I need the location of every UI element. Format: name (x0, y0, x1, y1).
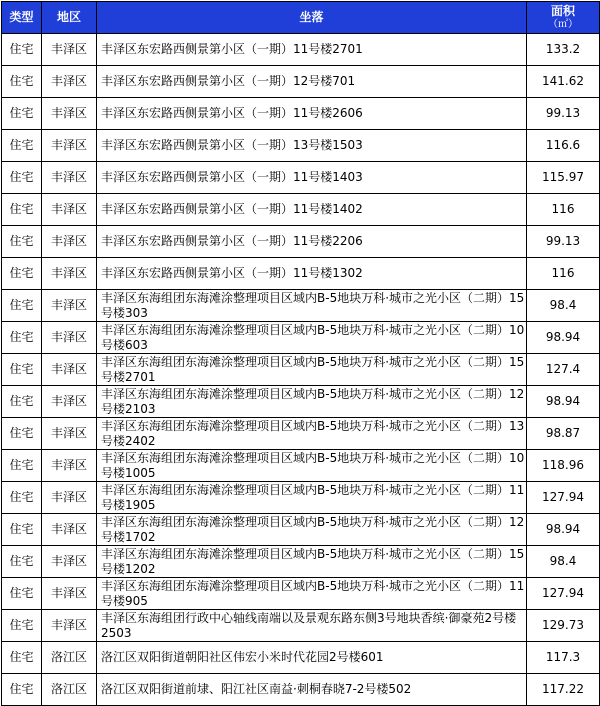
cell-district: 丰泽区 (42, 34, 97, 66)
cell-address: 丰泽区东宏路西侧景第小区（一期）11号楼1302 (97, 258, 527, 290)
table-row (2, 386, 600, 418)
cell-area: 98.4 (527, 546, 600, 578)
cell-type: 住宅 (2, 354, 42, 386)
cell-type: 住宅 (2, 194, 42, 226)
cell-area: 98.4 (527, 290, 600, 322)
cell-area: 98.87 (527, 418, 600, 450)
cell-address: 丰泽区东海组团东海滩涂整理项目区域内B-5地块万科·城市之光小区（二期）11号楼1905 (97, 482, 527, 514)
cell-address: 丰泽区东海组团东海滩涂整理项目区域内B-5地块万科·城市之光小区（二期）15号楼303 (97, 290, 527, 322)
table-row (2, 450, 600, 482)
cell-address: 丰泽区东海组团东海滩涂整理项目区域内B-5地块万科·城市之光小区（二期）15号楼1202 (97, 546, 527, 578)
cell-address: 丰泽区东海组团东海滩涂整理项目区域内B-5地块万科·城市之光小区（二期）11号楼905 (97, 578, 527, 610)
table-row (2, 98, 600, 130)
cell-area: 141.62 (527, 66, 600, 98)
table-row (2, 130, 600, 162)
cell-district: 丰泽区 (42, 546, 97, 578)
cell-address: 丰泽区东海组团东海滩涂整理项目区域内B-5地块万科·城市之光小区（二期）13号楼2402 (97, 418, 527, 450)
cell-type: 住宅 (2, 130, 42, 162)
cell-district: 丰泽区 (42, 258, 97, 290)
table-row (2, 34, 600, 66)
cell-area: 127.4 (527, 354, 600, 386)
cell-district: 丰泽区 (42, 578, 97, 610)
table-row (2, 674, 600, 706)
cell-district: 丰泽区 (42, 194, 97, 226)
cell-address: 丰泽区东宏路西侧景第小区（一期）11号楼2206 (97, 226, 527, 258)
cell-type: 住宅 (2, 162, 42, 194)
cell-type: 住宅 (2, 386, 42, 418)
cell-area: 116 (527, 258, 600, 290)
header-area-label: 面积 (550, 3, 575, 18)
table-row (2, 354, 600, 386)
cell-area: 127.94 (527, 578, 600, 610)
cell-district: 丰泽区 (42, 482, 97, 514)
cell-type: 住宅 (2, 514, 42, 546)
cell-type: 住宅 (2, 226, 42, 258)
cell-area: 99.13 (527, 226, 600, 258)
cell-type: 住宅 (2, 258, 42, 290)
cell-type: 住宅 (2, 418, 42, 450)
cell-district: 丰泽区 (42, 226, 97, 258)
cell-area: 117.22 (527, 674, 600, 706)
cell-area: 118.96 (527, 450, 600, 482)
table-header-row (2, 2, 600, 34)
cell-district: 丰泽区 (42, 610, 97, 642)
cell-area: 116 (527, 194, 600, 226)
table-row (2, 66, 600, 98)
table-row (2, 578, 600, 610)
cell-district: 洛江区 (42, 674, 97, 706)
cell-area: 98.94 (527, 514, 600, 546)
cell-address: 丰泽区东宏路西侧景第小区（一期）11号楼1402 (97, 194, 527, 226)
cell-address: 丰泽区东海组团东海滩涂整理项目区域内B-5地块万科·城市之光小区（二期）12号楼2103 (97, 386, 527, 418)
table-row (2, 642, 600, 674)
cell-address: 丰泽区东宏路西侧景第小区（一期）13号楼1503 (97, 130, 527, 162)
cell-type: 住宅 (2, 290, 42, 322)
cell-address: 丰泽区东宏路西侧景第小区（一期）11号楼2701 (97, 34, 527, 66)
cell-type: 住宅 (2, 450, 42, 482)
cell-type: 住宅 (2, 66, 42, 98)
cell-area: 115.97 (527, 162, 600, 194)
table-row (2, 226, 600, 258)
cell-type: 住宅 (2, 578, 42, 610)
cell-type: 住宅 (2, 34, 42, 66)
cell-district: 丰泽区 (42, 514, 97, 546)
cell-area: 117.3 (527, 642, 600, 674)
cell-district: 丰泽区 (42, 162, 97, 194)
cell-address: 丰泽区东海组团东海滩涂整理项目区域内B-5地块万科·城市之光小区（二期）10号楼1005 (97, 450, 527, 482)
table-row (2, 546, 600, 578)
cell-area: 99.13 (527, 98, 600, 130)
cell-type: 住宅 (2, 610, 42, 642)
cell-type: 住宅 (2, 98, 42, 130)
table-row (2, 482, 600, 514)
cell-area: 98.94 (527, 386, 600, 418)
cell-type: 住宅 (2, 546, 42, 578)
table-row (2, 194, 600, 226)
cell-address: 丰泽区东海组团东海滩涂整理项目区域内B-5地块万科·城市之光小区（二期）15号楼2701 (97, 354, 527, 386)
table-row (2, 418, 600, 450)
cell-district: 丰泽区 (42, 66, 97, 98)
cell-district: 丰泽区 (42, 130, 97, 162)
header-address: 坐落 (97, 2, 527, 34)
property-table (1, 1, 600, 706)
cell-address: 丰泽区东海组团东海滩涂整理项目区域内B-5地块万科·城市之光小区（二期）10号楼603 (97, 322, 527, 354)
cell-address: 丰泽区东宏路西侧景第小区（一期）12号楼701 (97, 66, 527, 98)
cell-address: 丰泽区东宏路西侧景第小区（一期）11号楼2606 (97, 98, 527, 130)
table-row (2, 162, 600, 194)
cell-type: 住宅 (2, 674, 42, 706)
cell-area: 127.94 (527, 482, 600, 514)
cell-address: 洛江区双阳街道朝阳社区伟宏小米时代花园2号楼601 (97, 642, 527, 674)
cell-area: 116.6 (527, 130, 600, 162)
cell-district: 丰泽区 (42, 386, 97, 418)
cell-district: 洛江区 (42, 642, 97, 674)
cell-area: 129.73 (527, 610, 600, 642)
cell-district: 丰泽区 (42, 418, 97, 450)
cell-type: 住宅 (2, 322, 42, 354)
cell-district: 丰泽区 (42, 290, 97, 322)
table-row (2, 610, 600, 642)
cell-area: 133.2 (527, 34, 600, 66)
cell-district: 丰泽区 (42, 98, 97, 130)
cell-type: 住宅 (2, 642, 42, 674)
cell-address: 洛江区双阳街道前埭、阳江社区南益·刺桐春晓7-2号楼502 (97, 674, 527, 706)
header-type: 类型 (2, 2, 42, 34)
cell-district: 丰泽区 (42, 354, 97, 386)
table-row (2, 290, 600, 322)
table-row (2, 514, 600, 546)
table-row (2, 322, 600, 354)
cell-district: 丰泽区 (42, 450, 97, 482)
cell-area: 98.94 (527, 322, 600, 354)
cell-address: 丰泽区东海组团行政中心轴线南端以及景观东路东侧3号地块香缤·御豪苑2号楼2503 (97, 610, 527, 642)
cell-district: 丰泽区 (42, 322, 97, 354)
table-row (2, 258, 600, 290)
header-area-unit: （㎡） (548, 18, 578, 30)
cell-type: 住宅 (2, 482, 42, 514)
cell-address: 丰泽区东海组团东海滩涂整理项目区域内B-5地块万科·城市之光小区（二期）12号楼1702 (97, 514, 527, 546)
header-area (527, 2, 600, 34)
cell-address: 丰泽区东宏路西侧景第小区（一期）11号楼1403 (97, 162, 527, 194)
header-district: 地区 (42, 2, 97, 34)
